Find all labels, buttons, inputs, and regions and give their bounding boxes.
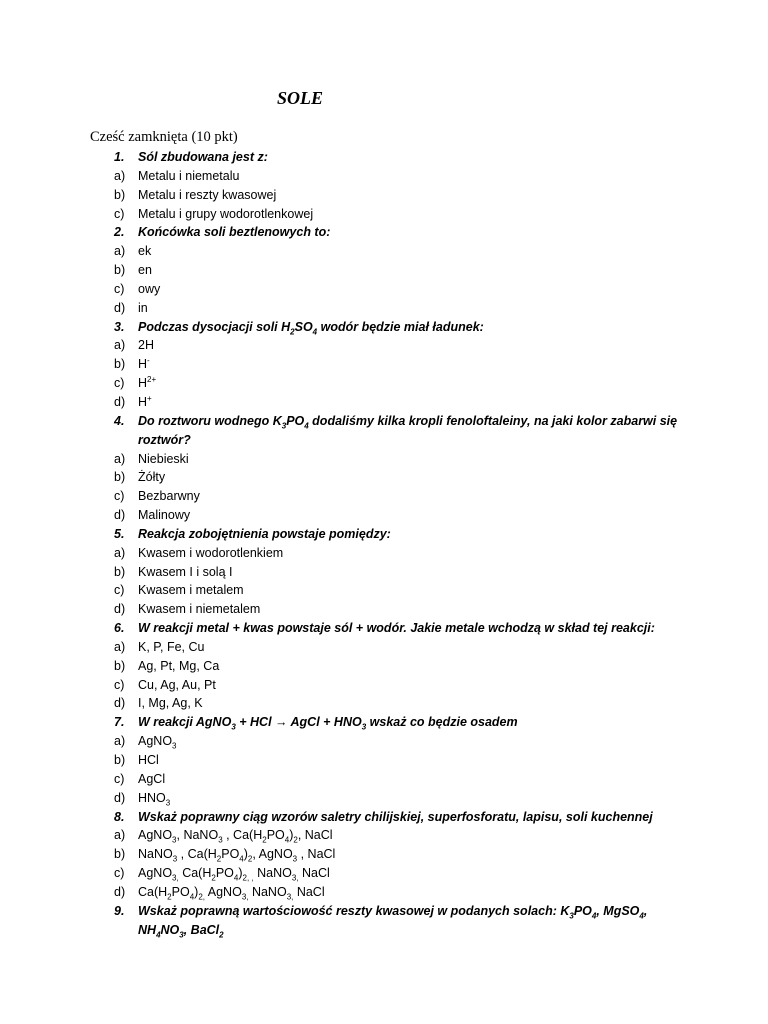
option-letter: b) — [114, 187, 126, 202]
answer-option-row — [0, 186, 768, 205]
answer-option-row — [0, 374, 768, 393]
answer-option-row — [0, 355, 768, 374]
option-text: Żółty — [138, 470, 166, 485]
option-letter: c) — [114, 677, 125, 692]
option-letter: d) — [114, 884, 126, 899]
question-text: Sól zbudowana jest z: — [138, 150, 268, 164]
answer-option-row — [0, 826, 768, 845]
option-letter: d) — [114, 602, 126, 617]
option-letter: a) — [114, 734, 126, 749]
answer-option-row — [0, 732, 768, 751]
question-number: 9. — [114, 903, 125, 918]
option-letter: c) — [114, 583, 125, 598]
option-letter: c) — [114, 866, 125, 881]
answer-option-row — [0, 261, 768, 280]
option-text: H+ — [138, 393, 152, 409]
option-text: Kwasem i niemetalem — [138, 602, 261, 617]
option-letter: d) — [114, 300, 126, 315]
answer-option-row — [0, 751, 768, 770]
question-number: 2. — [114, 225, 125, 240]
option-letter: a) — [114, 244, 126, 259]
option-letter: b) — [114, 357, 126, 372]
option-letter: b) — [114, 564, 126, 579]
option-letter: a) — [114, 168, 126, 183]
answer-option-row — [0, 242, 768, 261]
question-text: Wskaż poprawny ciąg wzorów saletry chilijskiej, superfosforatu, lapisu, soli kuchennej — [138, 809, 653, 824]
option-letter: a) — [114, 639, 126, 654]
answer-option-row — [0, 280, 768, 299]
option-letter: a) — [114, 545, 126, 560]
question-row — [0, 412, 768, 450]
option-letter: d) — [114, 508, 126, 523]
option-letter: b) — [114, 263, 126, 278]
question-text: Wskaż poprawną wartościowość reszty kwasowej w podanych solach: $K_3PO_4$, MgSO$_4$, $NH_4NO_3$, BaCl$_2$ — [138, 903, 648, 940]
option-letter: a) — [114, 338, 126, 353]
option-text: Kwasem i wodorotlenkiem — [138, 545, 284, 560]
option-text: $HNO_3$ — [138, 790, 171, 808]
answer-option-row — [0, 393, 768, 412]
option-letter: c) — [114, 206, 125, 221]
answer-option-row — [0, 544, 768, 563]
question-row — [0, 808, 768, 827]
answer-option-row — [0, 299, 768, 318]
option-text: AgNO$_3$, NaNO$_3$ , $Ca(H_2PO_4)_2$, NaCl — [138, 828, 333, 845]
question-number: 5. — [114, 526, 125, 541]
question-text: Końcówka soli beztlenowych to: — [138, 225, 331, 240]
answer-option-row — [0, 581, 768, 600]
option-text: Metalu i grupy wodorotlenkowej — [138, 206, 314, 221]
question-row — [0, 318, 768, 337]
option-letter: d) — [114, 790, 126, 805]
option-text: en — [138, 263, 152, 278]
option-letter: a) — [114, 451, 126, 466]
option-letter: b) — [114, 658, 126, 673]
option-letter: c) — [114, 376, 125, 391]
option-letter: c) — [114, 281, 125, 296]
answer-option-row — [0, 167, 768, 186]
answer-option-row — [0, 638, 768, 657]
option-letter: a) — [114, 828, 126, 843]
answer-option-row — [0, 845, 768, 864]
question-text: Reakcja zobojętnienia powstaje pomiędzy: — [138, 526, 391, 541]
answer-option-row — [0, 487, 768, 506]
answer-option-row — [0, 883, 768, 902]
option-text: K, P, Fe, Cu — [138, 639, 205, 654]
option-text: owy — [138, 281, 161, 296]
option-text: AgNO$_{3,}$ $Ca(H_2PO_4)_{2, ,}$ NaNO$_{3,}$ NaCl — [138, 866, 330, 883]
option-text: AgNO$_3$ — [138, 734, 177, 751]
option-text: HCl — [138, 753, 159, 767]
option-text: H- — [138, 356, 150, 372]
option-letter: d) — [114, 394, 126, 409]
answer-option-row — [0, 600, 768, 619]
question-row — [0, 148, 768, 167]
option-text: $H^{2+}$ — [138, 374, 157, 391]
question-number: 8. — [114, 809, 125, 824]
option-text: 2H — [138, 338, 154, 353]
answer-option-row — [0, 336, 768, 355]
answer-option-row — [0, 450, 768, 469]
option-text: in — [138, 300, 148, 315]
question-list — [0, 148, 768, 939]
option-text: NaNO$_3$ , $Ca(H_2PO_4)_2$, AgNO$_3$ , NaCl — [138, 847, 336, 864]
answer-option-row — [0, 789, 768, 808]
question-number: 3. — [114, 319, 125, 334]
answer-option-row — [0, 694, 768, 713]
option-text: Malinowy — [138, 508, 191, 523]
question-number: 4. — [114, 413, 125, 428]
option-text: $Ca(H_2PO_4)_{2,}$ AgNO$_{3,}$ NaNO$_{3,}$ NaCl — [138, 884, 325, 902]
question-text: W reakcji AgNO$_3$ + HCl → AgCl + $HNO_3$ wskaż co będzie osadem — [138, 715, 518, 732]
section-subtitle: Cześć zamknięta (10 pkt) — [90, 129, 238, 145]
answer-option-row — [0, 205, 768, 224]
option-letter: b) — [114, 847, 126, 862]
answer-option-row — [0, 676, 768, 695]
question-text: Do roztworu wodnego $K_3PO_4$ dodaliśmy kilka kropli fenoloftaleiny, na jaki kolor zabarwi się roztwór? — [138, 413, 678, 447]
option-text: Cu, Ag, Au, Pt — [138, 677, 216, 692]
option-letter: b) — [114, 470, 126, 485]
option-letter: c) — [114, 771, 125, 786]
answer-option-row — [0, 506, 768, 525]
question-row — [0, 713, 768, 732]
question-row — [0, 902, 768, 940]
question-number: 1. — [114, 150, 125, 164]
option-text: AgCl — [138, 771, 166, 786]
document-title: SOLE — [276, 88, 323, 108]
answer-option-row — [0, 563, 768, 582]
answer-option-row — [0, 657, 768, 676]
question-row — [0, 223, 768, 242]
option-text: Niebieski — [138, 451, 189, 466]
question-number: 7. — [114, 715, 125, 730]
option-letter: d) — [114, 696, 126, 711]
option-letter: c) — [114, 489, 125, 504]
question-number: 6. — [114, 621, 125, 636]
question-row — [0, 525, 768, 544]
answer-option-row — [0, 468, 768, 487]
answer-option-row — [0, 864, 768, 883]
option-text: Kwasem I i solą I — [138, 564, 233, 579]
option-text: I, Mg, Ag, K — [138, 696, 203, 711]
question-text: Podczas dysocjacji soli $H_2SO_4$ wodór będzie miał ładunek: — [138, 319, 484, 337]
question-text: W reakcji metal + kwas powstaje sól + wodór. Jakie metale wchodzą w skład tej reakcji: — [138, 621, 655, 636]
answer-option-row — [0, 770, 768, 789]
option-text: ek — [138, 244, 152, 259]
option-letter: b) — [114, 753, 126, 767]
option-text: Ag, Pt, Mg, Ca — [138, 658, 220, 673]
option-text: Bezbarwny — [138, 489, 200, 504]
option-text: Metalu i reszty kwasowej — [138, 187, 277, 202]
question-row — [0, 619, 768, 638]
option-text: Metalu i niemetalu — [138, 168, 240, 183]
option-text: Kwasem i metalem — [138, 583, 244, 598]
